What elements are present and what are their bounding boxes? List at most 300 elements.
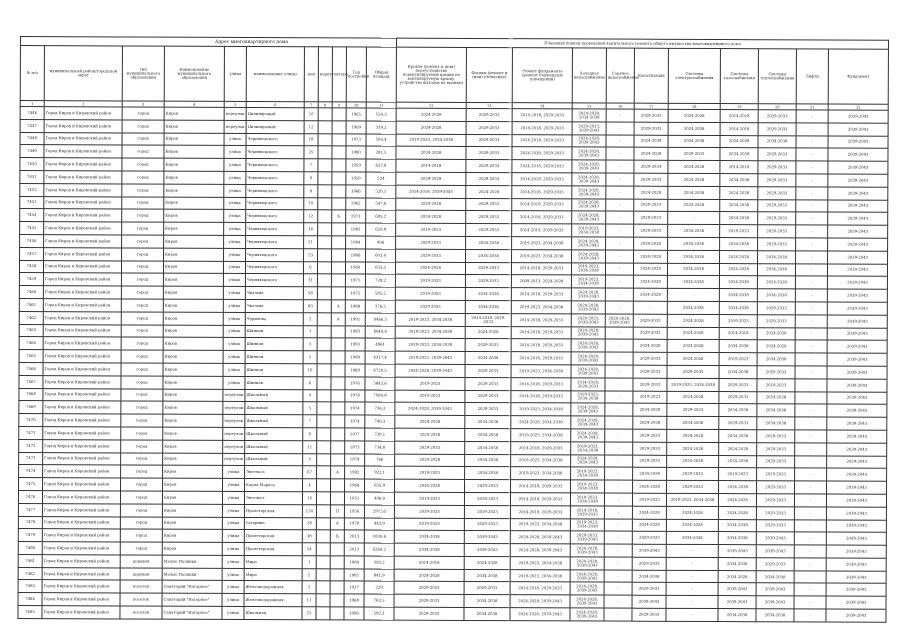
cell-korp — [318, 172, 332, 185]
cell-name: Киров — [164, 235, 224, 248]
cell-elec: 2034-2038 — [668, 263, 720, 276]
column-number: 19 — [720, 104, 758, 110]
cell-elec: 2024-2028 — [668, 173, 720, 186]
cell-gas: 2019-2023 — [719, 468, 757, 481]
cell-fund: 2039-2043 — [827, 494, 887, 507]
cell-hot: - — [606, 135, 634, 148]
cell-facade: 2034-2038 — [465, 300, 511, 313]
cell-district: Город Киров и Кировский район — [42, 580, 120, 593]
cell-area: 585,2 — [365, 287, 395, 300]
cell-gas: 2024-2028 — [720, 135, 758, 148]
cell-district: Город Киров и Кировский район — [44, 247, 122, 260]
cell-street: Шинная — [245, 351, 303, 364]
cell-gas: 2034-2038 — [718, 609, 756, 622]
cell-fund: 2039-2043 — [828, 238, 888, 251]
cell-n: 7469 — [19, 401, 43, 414]
cell-street: Чкалова — [245, 287, 303, 300]
cell-hot: - — [605, 442, 633, 455]
cell-house: 6 — [303, 261, 317, 274]
cell-year: 1985 — [344, 569, 364, 582]
cell-district: Город Киров и Кировский район — [43, 388, 121, 401]
cell-found: 2014-2018, 2029-2033 — [511, 480, 571, 493]
cell-elec: 2024-2028 — [667, 340, 719, 353]
cell-cold: 2029-2033, 2039-2043 — [570, 531, 604, 544]
cell-type: город — [121, 478, 163, 491]
cell-lit — [330, 569, 344, 582]
cell-cold: 2024-2028, 2039-2043 — [571, 365, 605, 378]
cell-street_type: улица — [223, 363, 245, 376]
cell-type: город — [122, 120, 164, 133]
cell-street_type: улица — [222, 555, 244, 568]
cell-street: Школьный — [245, 389, 303, 402]
cell-sewer: 2034-2038 — [633, 467, 667, 480]
cell-facade: 2029-2033 — [464, 518, 510, 531]
cell-korp — [317, 466, 331, 479]
cell-fund: 2039-2043 — [828, 187, 888, 200]
cell-sewer: 2029-2033 — [634, 160, 668, 173]
cell-type: деревня — [120, 555, 162, 568]
cell-cold: 2014-2018, 2029-2033 — [571, 378, 605, 391]
cell-roof: 2029-2033 — [395, 300, 465, 313]
cell-n: 7447 — [20, 119, 44, 132]
cell-year: 1965 — [346, 108, 366, 121]
cell-cold: 2019-2023, 2034-2038 — [570, 518, 604, 531]
cell-name: Киров — [163, 414, 223, 427]
cell-gas: 2019-2023 — [719, 353, 757, 366]
cell-lit: П — [330, 505, 344, 518]
cell-found: 2014-2018, 2029-2033 — [512, 173, 572, 186]
cell-facade: 2039-2043 — [464, 544, 510, 557]
column-number: 10 — [346, 102, 366, 108]
cell-korp — [318, 223, 332, 236]
cell-name: Киров — [164, 120, 224, 133]
cell-found: 2009-2013, 2024-2028 — [511, 275, 571, 288]
cell-house: 11 — [303, 440, 317, 453]
cell-roof: 2024-2028 — [396, 211, 466, 224]
cell-n: 7477 — [18, 503, 42, 516]
cell-street_type: улица — [222, 568, 244, 581]
cell-cold: 2024-2028, 2039-2043 — [572, 160, 606, 173]
cell-roof: 2019-2023 — [395, 466, 465, 479]
cell-area: 734,8 — [365, 441, 395, 454]
cell-elec: 2034-2038 — [667, 276, 719, 289]
column-number: 1 — [20, 101, 44, 107]
cell-roof: 2024-2028 — [395, 428, 465, 441]
cell-heat: 2029-2033 — [758, 174, 796, 187]
cell-hot: - — [605, 288, 633, 301]
cell-name: Санаторий "Нагорное" — [162, 581, 222, 594]
cell-sewer: - — [633, 301, 667, 314]
address-group-title: Адрес многоквартирного дома — [215, 40, 289, 45]
cell-lift: - — [795, 468, 827, 481]
cell-year: 1973 — [346, 134, 366, 147]
cell-name: Киров — [163, 312, 223, 325]
cell-street: Черняховского — [246, 210, 304, 223]
cell-facade: 2024-2028 — [465, 326, 511, 339]
cell-sewer: 2029-2033 — [634, 122, 668, 135]
cell-gas: 2034-2038 — [719, 365, 757, 378]
cell-year: 1951 — [344, 492, 364, 505]
cell-found: 2024-2028, 2034-2038 — [511, 416, 571, 429]
cell-district: Город Киров и Кировский район — [44, 235, 122, 248]
cell-found: 2014-2018, 2029-2033 — [512, 109, 572, 122]
cell-lift: - — [796, 148, 828, 161]
cell-found: 2014-2018, 2029-2033 — [512, 160, 572, 173]
cell-lift: - — [795, 289, 827, 302]
cell-street_type: переулок — [223, 440, 245, 453]
cell-cold: 2024-2028, 2039-2043 — [571, 403, 605, 416]
cell-cold: 2024-2028, 2039-2043 — [570, 557, 604, 570]
cell-sewer: 2024-2028 — [634, 135, 668, 148]
cell-house: 9 — [303, 428, 317, 441]
cell-sewer: 2024-2028 — [633, 340, 667, 353]
cell-street_type: улица — [223, 338, 245, 351]
cell-gas: 2034-2038 — [719, 340, 757, 353]
cell-name: Киров — [163, 440, 223, 453]
cell-street: Мира — [244, 568, 302, 581]
cell-name: Киров — [162, 491, 222, 504]
cell-house: 7 — [304, 159, 318, 172]
cell-lit — [331, 479, 345, 492]
cell-facade: 2034-2038 — [466, 249, 512, 262]
cell-lit — [332, 133, 346, 146]
cell-korp — [318, 210, 332, 223]
cell-district: Город Киров и Кировский район — [43, 401, 121, 414]
cell-elec: 2029-2033 — [667, 468, 719, 481]
cell-area: 6720,5 — [365, 364, 395, 377]
cell-type: деревня — [120, 568, 162, 581]
cell-fund: 2039-2043 — [827, 417, 887, 430]
cell-house: 18 — [304, 133, 318, 146]
cell-street: Железнодорожная — [244, 594, 302, 607]
cell-heat: 2039-2043 — [756, 583, 794, 596]
cell-area: 383,2 — [364, 556, 394, 569]
cell-fund: 2039-2043 — [827, 379, 887, 392]
cell-street_type: улица — [224, 235, 246, 248]
cell-lift: - — [796, 174, 828, 187]
cell-fund: 2039-2043 — [828, 251, 888, 264]
cell-street_type: улица — [223, 351, 245, 364]
cell-gas: 2034-2038 — [720, 212, 758, 225]
cell-street: Шинная — [245, 376, 303, 389]
cell-sewer: 2029-2033 — [634, 212, 668, 225]
cell-hot: - — [605, 416, 633, 429]
cell-elec: 2024-2028 — [667, 429, 719, 442]
cell-fund: 2039-2043 — [828, 136, 888, 149]
cell-house: 8 — [304, 185, 318, 198]
cell-house: 10 — [304, 108, 318, 121]
cell-roof: 2029-2033 — [394, 607, 464, 620]
column-header: Фасады (ремонт и (или) утепление) — [466, 47, 512, 102]
cell-heat: 2029-2033 — [757, 366, 795, 379]
cell-lift: - — [796, 161, 828, 174]
cell-area: 297,55 — [364, 505, 394, 518]
cell-type: город — [121, 427, 163, 440]
cell-roof: 2024-2028 — [394, 569, 464, 582]
cell-facade: 2034-2038 — [465, 441, 511, 454]
cell-year: 2013 — [344, 543, 364, 556]
cell-cold: 2024-2028, 2039-2043 — [570, 608, 604, 621]
cell-elec: - — [666, 570, 718, 583]
cell-street: Гагарина — [244, 517, 302, 530]
cell-heat: 2034-2038 — [756, 609, 794, 622]
cell-sewer: 2029-2033 — [633, 455, 667, 468]
cell-facade: 2034-2038 — [464, 608, 510, 621]
cell-street: Черняховского — [246, 146, 304, 159]
cell-roof: 2019-2023 — [395, 287, 465, 300]
cell-fund: 2039-2043 — [828, 212, 888, 225]
cell-street_type: улица — [223, 287, 245, 300]
cell-street: Школьный — [245, 427, 303, 440]
cell-gas: 2024-2028 — [720, 186, 758, 199]
cell-year: 1992 — [345, 313, 365, 326]
cell-korp — [316, 530, 330, 543]
cell-area: 408,8 — [364, 492, 394, 505]
cell-elec: 2024-2028 — [666, 506, 718, 519]
cell-district: Город Киров и Кировский район — [42, 542, 120, 555]
cell-sewer: 2029-2033 — [634, 199, 668, 212]
cell-type: город — [122, 158, 164, 171]
cell-hot: - — [605, 403, 633, 416]
column-header: Год постройки — [346, 47, 366, 102]
cell-n: 7471 — [19, 426, 43, 439]
cell-found: 2014-2018, 2029-2033 — [512, 262, 572, 275]
cell-sewer: 2029-2033 — [633, 352, 667, 365]
cell-lift: - — [794, 609, 826, 622]
cell-gas: 2024-2028 — [719, 493, 757, 506]
cell-fund: 2039-2043 — [828, 110, 888, 123]
cell-district: Город Киров и Кировский район — [43, 350, 121, 363]
cell-type: город — [121, 414, 163, 427]
cell-area: 922,1 — [365, 466, 395, 479]
cell-cold: 2019-2023, 2034-2038 — [571, 390, 605, 403]
column-header: тип муниципального образования — [122, 46, 164, 101]
cell-fund: 2039-2043 — [828, 225, 888, 238]
cell-lit — [332, 121, 346, 134]
cell-street_type: улица — [223, 325, 245, 338]
cell-lit — [331, 453, 345, 466]
cell-fund: 2039-2043 — [826, 571, 886, 584]
cell-house: 16 — [304, 223, 318, 236]
cell-sewer: 2024-2028 — [634, 148, 668, 161]
cell-facade: 2034-2038 — [464, 595, 510, 608]
cell-area: 633,5 — [365, 262, 395, 275]
column-header: наименование улицы — [246, 46, 304, 101]
cell-lift: - — [795, 340, 827, 353]
cell-roof: 2029-2033 — [394, 582, 464, 595]
cell-korp — [317, 389, 331, 402]
column-number: 21 — [796, 104, 828, 110]
cell-lit — [331, 402, 345, 415]
cell-facade: 2029-2033 — [466, 172, 512, 185]
cell-area: 736,3 — [365, 402, 395, 415]
cell-heat: 2029-2033 — [757, 455, 795, 468]
cell-street: Цилиндровый — [246, 107, 304, 120]
cell-roof: 2019-2023 — [394, 505, 464, 518]
cell-hot: - — [604, 570, 632, 583]
cell-roof: 2024-2028 — [396, 198, 466, 211]
cell-gas: 2034-2038 — [719, 404, 757, 417]
cell-korp — [317, 479, 331, 492]
cell-type: город — [122, 209, 164, 222]
cell-lift: - — [796, 110, 828, 123]
cell-hot: - — [606, 263, 634, 276]
cell-gas: 2034-2038 — [718, 519, 756, 532]
cell-gas: 2034-2038 — [720, 199, 758, 212]
cell-street_type: улица — [223, 274, 245, 287]
cell-street: Черняховского — [245, 274, 303, 287]
cell-lift: - — [794, 519, 826, 532]
cell-hot: - — [605, 480, 633, 493]
cell-street: Энгельса — [244, 491, 302, 504]
cell-n: 7453 — [20, 196, 44, 209]
cell-lift: - — [796, 212, 828, 225]
cell-cold: 2024-2028, 2039-2043 — [571, 454, 605, 467]
cell-facade: 2029-2033 — [465, 390, 511, 403]
cell-name: Киров — [163, 350, 223, 363]
column-number: 22 — [828, 104, 888, 110]
cell-fund: 2039-2043 — [828, 161, 888, 174]
cell-house: 1 — [302, 556, 316, 569]
cell-street: Шинная — [245, 325, 303, 338]
cell-cold: 2024-2028, 2039-2043 — [571, 352, 605, 365]
cell-found: 2014-2018, 2029-2033 — [511, 288, 571, 301]
cell-cold: 2029-2033, 2039-2043 — [572, 122, 606, 135]
cell-lit — [331, 364, 345, 377]
cell-found: 2019-2023, 2034-2038 — [510, 569, 570, 582]
cell-cold: 2019-2023, 2034-2038 — [571, 480, 605, 493]
column-number: 18 — [668, 103, 720, 109]
cell-heat: 2029-2033 — [758, 225, 796, 238]
cell-name: Киров — [163, 261, 223, 274]
cell-heat: 2029-2033 — [756, 506, 794, 519]
cell-sewer: 2024-2028 — [633, 276, 667, 289]
cell-heat: 2029-2033 — [758, 212, 796, 225]
cell-fund: 2039-2043 — [827, 481, 887, 494]
cell-street: Карла Маркса — [245, 479, 303, 492]
cell-heat: 2029-2033 — [756, 519, 794, 532]
cell-street_type: улица — [222, 606, 244, 619]
cell-heat: 2034-2038 — [758, 135, 796, 148]
column-header: № п/п — [20, 46, 44, 101]
cell-n: 7449 — [20, 145, 44, 158]
cell-korp — [316, 594, 330, 607]
cell-district: Город Киров и Кировский район — [43, 273, 121, 286]
cell-sewer: 2029-2033 — [633, 314, 667, 327]
cell-house: 28 — [302, 517, 316, 530]
cell-facade: 2014-2018, 2029-2033 — [465, 313, 511, 326]
cell-district: Город Киров и Кировский район — [43, 363, 121, 376]
cell-sewer: 2029-2033 — [632, 531, 666, 544]
cell-name: Киров — [162, 529, 222, 542]
cell-facade: 2029-2033 — [466, 211, 512, 224]
cell-fund: 2039-2043 — [827, 353, 887, 366]
cell-korp — [317, 377, 331, 390]
cell-street: Черняховского — [246, 171, 304, 184]
column-number: 11 — [366, 102, 396, 108]
cell-lift: - — [795, 494, 827, 507]
cell-name: Киров — [163, 337, 223, 350]
cell-area: 695,2 — [366, 210, 396, 223]
cell-hot: - — [605, 429, 633, 442]
cell-street_type: улица — [222, 517, 244, 530]
cell-year: 1971 — [346, 210, 366, 223]
cell-elec: 2024-2028 — [667, 391, 719, 404]
cell-roof: 2024-2028 — [396, 147, 466, 160]
cell-fund: 2039-2043 — [826, 520, 886, 533]
cell-area: 520,1 — [366, 185, 396, 198]
cell-lit: А — [330, 517, 344, 530]
column-header: Фундамент — [828, 49, 888, 104]
cell-street_type: улица — [223, 478, 245, 491]
cell-district: Город Киров и Кировский район — [42, 567, 120, 580]
cell-type: город — [120, 504, 162, 517]
cell-lit: А — [331, 466, 345, 479]
cell-roof: 2024-2028 — [396, 108, 466, 121]
cell-lit — [330, 581, 344, 594]
column-header: литера — [332, 47, 346, 102]
cell-area: 547,6 — [366, 198, 396, 211]
cell-heat: 2034-2038 — [757, 404, 795, 417]
cell-found: 2019-2023, 2034-2038 — [511, 429, 571, 442]
cell-sewer: 2029-2033 — [633, 327, 667, 340]
cell-house: 25 — [304, 146, 318, 159]
cell-found: 2024-2028, 2039-2043 — [510, 595, 570, 608]
cell-roof: 2024-2028 — [395, 454, 465, 467]
cell-name: Киров — [163, 453, 223, 466]
cell-facade: 2029-2033 — [466, 108, 512, 121]
cell-heat: 2024-2028 — [757, 327, 795, 340]
cell-found: 2019-2023, 2034-2038 — [511, 403, 571, 416]
cell-year: 1973 — [345, 441, 365, 454]
cell-lit — [331, 287, 345, 300]
column-number: 16 — [606, 103, 634, 109]
cell-roof: 2019-2023 — [395, 377, 465, 390]
column-header: Системы теплоснабжения — [758, 49, 796, 104]
cell-year: 1962 — [346, 198, 366, 211]
cell-fund: 2039-2043 — [827, 276, 887, 289]
cell-n: 7456 — [20, 234, 44, 247]
cell-elec: - — [666, 544, 718, 557]
cell-house: 2 — [302, 568, 316, 581]
cell-facade: 2019-2023 — [464, 505, 510, 518]
cell-name: Малые Полянки — [162, 555, 222, 568]
cell-facade: 2034-2038 — [465, 352, 511, 365]
cell-hot: - — [605, 391, 633, 404]
cell-lit: Б — [332, 210, 346, 223]
cell-elec: 2024-2028 — [666, 519, 718, 532]
cell-lift: - — [795, 302, 827, 315]
cell-lit — [330, 492, 344, 505]
cell-area: 627,8 — [366, 159, 396, 172]
cell-n: 7476 — [18, 490, 42, 503]
cell-found: 2024-2028, 2039-2043 — [510, 544, 570, 557]
cell-hot: - — [604, 583, 632, 596]
cell-hot: - — [606, 186, 634, 199]
cell-n: 7461 — [19, 298, 43, 311]
cell-district: Город Киров и Кировский район — [43, 478, 121, 491]
cell-type: город — [122, 235, 164, 248]
cell-district: Город Киров и Кировский район — [43, 324, 121, 337]
cell-fund: 2039-2043 — [827, 289, 887, 302]
cell-facade: 2029-2033 — [466, 262, 512, 275]
cell-heat: 2029-2033 — [757, 442, 795, 455]
cell-gas: 2029-2033 — [719, 378, 757, 391]
cell-heat: 2029-2033 — [757, 430, 795, 443]
cell-facade: 2029-2033 — [466, 121, 512, 134]
cell-sewer: 2029-2033 — [632, 608, 666, 621]
column-header: Канализация — [634, 48, 668, 103]
